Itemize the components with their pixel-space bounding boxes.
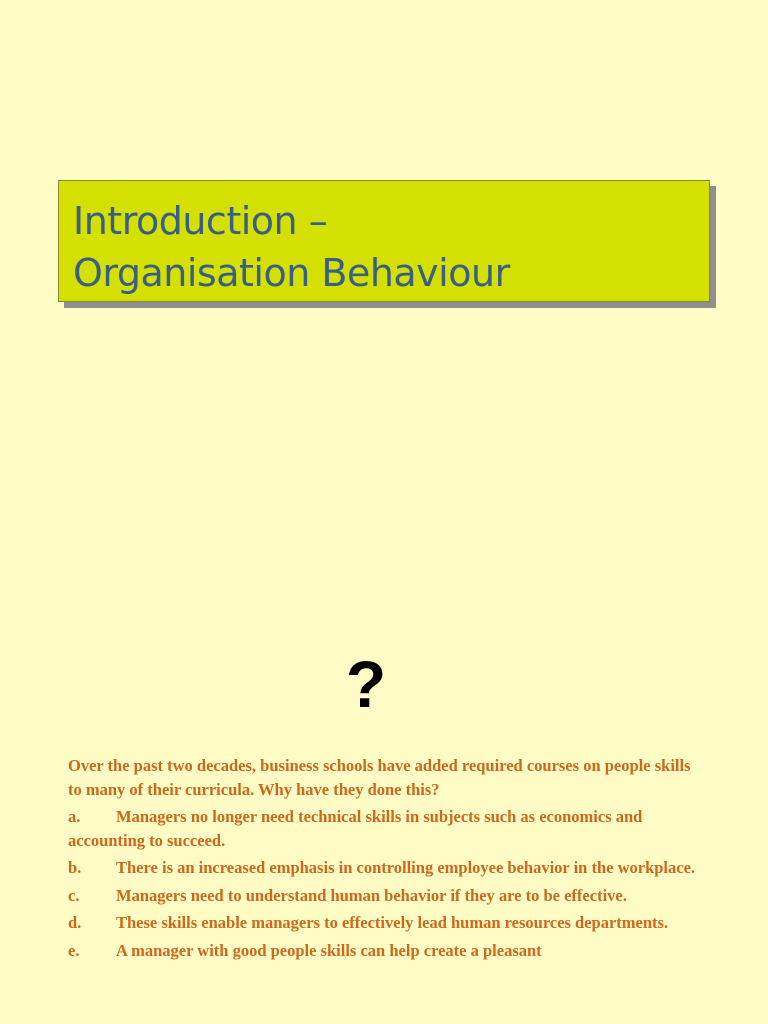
- quiz-option-b: [68, 856, 708, 880]
- quiz-question: Over the past two decades, business schools have added required courses on people skills to many of their curricula. Why have they done this?: [68, 756, 691, 799]
- option-text: A manager with good people skills can help create a pleasant: [116, 940, 542, 960]
- quiz-option-a: [68, 805, 708, 852]
- slide-title-line-1: Introduction –: [73, 199, 328, 243]
- option-text: There is an increased emphasis in controlling employee behavior in the workplace.: [116, 858, 696, 877]
- option-text: Managers need to understand human behavior if they are to be effective.: [116, 885, 627, 905]
- slide-title-line-2: Organisation Behaviour: [73, 251, 510, 295]
- option-letter: e.: [68, 940, 80, 960]
- option-letter: b.: [68, 858, 82, 877]
- title-box: [58, 180, 710, 302]
- option-text: These skills enable managers to effectively lead human resources departments.: [116, 913, 669, 932]
- quiz-option-c: [68, 884, 708, 908]
- option-letter: d.: [68, 913, 82, 932]
- option-text: Managers no longer need technical skills in subjects such as economics and accounting to succeed.: [68, 807, 643, 850]
- question-mark-glyph: ?: [345, 647, 387, 721]
- quiz-content: [68, 754, 708, 966]
- quiz-option-e: [68, 939, 708, 963]
- option-letter: a.: [68, 807, 81, 826]
- quiz-option-d: [68, 911, 708, 935]
- option-letter: c.: [68, 885, 80, 905]
